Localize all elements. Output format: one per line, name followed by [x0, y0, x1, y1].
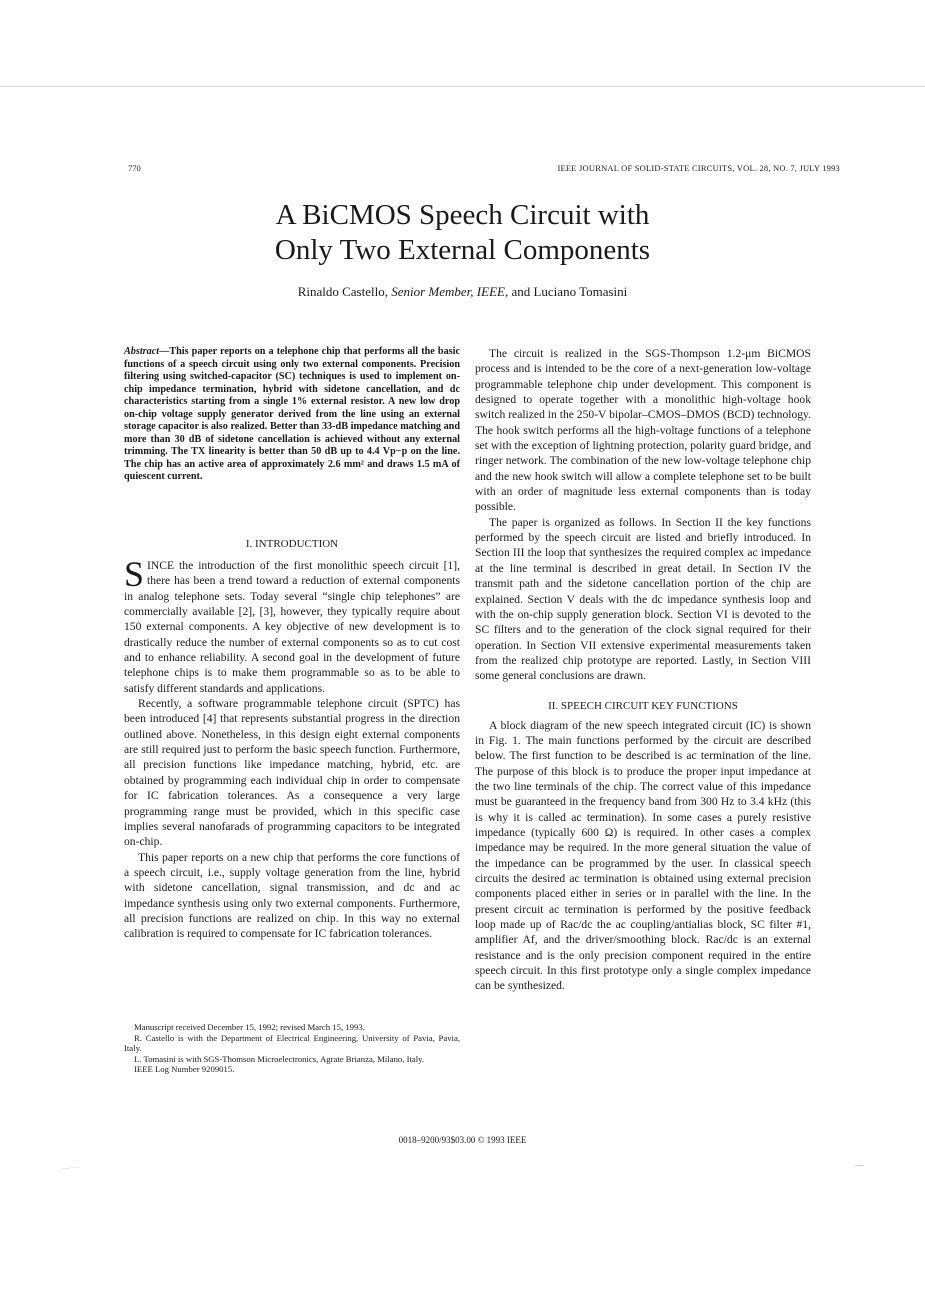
footnote-author-2: L. Tomasini is with SGS-Thomson Microelectronics, Agrate Brianza, Milano, Italy.	[134, 1053, 425, 1064]
author-2: and Luciano Tomasini	[511, 284, 628, 299]
page-number: 770	[128, 163, 141, 173]
right-paragraph-1: The circuit is realized in the SGS-Thompson 1.2-μm BiCMOS process and is intended to be the core of a next-generation low-voltage programmable telephone chip under development. This component is designed to operate together with a monolithic high-voltage hook switch realized in the 250-V bipolar–CMOS–DMOS (BCD) technology. The hook switch performs all the high-voltage functions of a telephone set with the exception of lightning protection, polarity guard bridge, and ringer network. The combination of the new low-voltage telephone chip and the new hook switch will allow a complete telephone set to be built with an order of magnitude less external components than is today possible.	[475, 347, 811, 514]
author-1: Rinaldo Castello,	[297, 284, 388, 299]
scan-artifact: — ·· ·	[62, 1164, 80, 1172]
running-header: IEEE JOURNAL OF SOLID-STATE CIRCUITS, VOL. 28, NO. 7, JULY 1993	[557, 163, 840, 173]
title-line-2: Only Two External Components	[274, 234, 651, 266]
footnote-log-number: IEEE Log Number 9209015.	[134, 1064, 235, 1075]
footnotes	[124, 1022, 460, 1075]
scan-artifact-mark	[855, 1165, 863, 1166]
abstract	[124, 346, 460, 484]
intro-paragraph-1	[124, 554, 460, 696]
abstract-text: —This paper reports on a telephone chip that performs all the basic functions of a speech circuit using only two external components. Precision filtering using switched-capacitor (SC) techniques is used to implement on-chip impedance termination, hybrid with sidetone cancellation, and dc characteristics starting from a single 1% external resistor. A new low drop on-chip voltage supply generator derived from the line using an external storage capacitor is also realized. Better than 33-dB impedance matching and more than 30 dB of sidetone cancellation is achieved without any external trimming. The TX linearity is better than 50 dB up to 4.4 Vp−p on the line. The chip has an active area of approximately 2.6 mm² and draws 1.5 mA of quiescent current.	[124, 346, 460, 482]
author-line	[0, 284, 925, 300]
paper-title	[0, 198, 925, 268]
section2-paragraph-1: A block diagram of the new speech integrated circuit (IC) is shown in Fig. 1. The main functions performed by the circuit are described below. The first function to be described is ac termination of the line. The purpose of this block is to produce the proper input impedance at the two line terminals of the chip. The correct value of this impedance must be guaranteed in the frequency band from 300 Hz to 3.4 kHz (this is why it is called ac termination). In some cases a purely resistive impedance (typically 600 Ω) is required. In other cases a complex impedance may be required. In the more general situation the value of the impedance can be programmed by the user. In classical speech circuits the desired ac termination is obtained using external precision components placed either in series or in parallel with the line. In the present circuit ac termination is performed by the positive feedback loop made up of Rac/dc the ac coupling/antialias block, SC filter #1, amplifier Af, and the driver/smoothing block. Rac/dc is an external resistance and is the only precision component required in the entire speech circuit. In this first prototype only a single complex impedance can be synthesized.	[475, 718, 811, 993]
title-line-1: A BiCMOS Speech Circuit with	[275, 199, 650, 231]
intro-paragraph-3: This paper reports on a new chip that performs the core functions of a speech circuit, i.e., supply voltage generation from the line, hybrid with sidetone cancellation, signal transmission, and dc and ac impedance synthesis using only two external components. Furthermore, all precision functions are realized on chip. In this way no external calibration is required to compensate for IC fabrication tolerances.	[124, 850, 460, 941]
footnote-author-1: R. Castello is with the Department of Electrical Engineering, University of Pavia, Pavia, Italy.	[124, 1032, 460, 1054]
section-heading-key-functions: II. SPEECH CIRCUIT KEY FUNCTIONS	[548, 699, 738, 712]
intro-paragraph-1-text: INCE the introduction of the first monolithic speech circuit [1], there has been a trend toward a reduction of external components in analog telephone sets. Today several “single chip telephones” are commercially available [2], [3], however, they typically require about 150 external components. A key objective of new development is to drastically reduce the number of external components so as to cut cost and to enhance reliability. A second goal in the development of future telephone chips is to make them programmable so as to be able to satisfy different standards and applications.	[124, 559, 460, 695]
abstract-label: Abstract	[124, 346, 160, 357]
right-column	[475, 346, 811, 994]
right-paragraph-2: The paper is organized as follows. In Section II the key functions performed by the speech circuit are listed and briefly introduced. In Section III the loop that synthesizes the required complex ac impedance at the line terminal is described in great detail. In Section IV the transmit path and the sidetone cancellation portion of the chip are explained. Section V deals with the dc impedance synthesis loop and with the on-chip supply generation block. Section VI is devoted to the SC filters and to the generation of the clock signal required for their operation. In Section VII extensive experimental measurements taken from the realized chip prototype are reported. Lastly, in Section VIII some general conclusions are drawn.	[475, 515, 811, 683]
author-1-role: Senior Member, IEEE,	[391, 284, 509, 299]
section-heading-introduction: I. INTRODUCTION	[245, 538, 339, 550]
left-column	[124, 538, 460, 942]
footnote-manuscript: Manuscript received December 15, 1992; revised March 15, 1993.	[134, 1022, 365, 1032]
top-rule	[0, 86, 925, 87]
intro-paragraph-2: Recently, a software programmable telephone circuit (SPTC) has been introduced [4] that represents substantial progress in the direction outlined above. Nonetheless, in this design eight external components are still required just to perform the basic speech function. Furthermore, all precision functions like impedance matching, hybrid, etc. are obtained by programming each individual chip in order to compensate for IC fabrication tolerances. As a consequence a very large programming range must be provided, which in this specific case implies several nanofarads of programming capacitors to be integrated on-chip.	[124, 697, 460, 849]
drop-cap: S	[124, 554, 145, 594]
copyright-line: 0018–9200/93$03.00 © 1993 IEEE	[398, 1135, 527, 1145]
